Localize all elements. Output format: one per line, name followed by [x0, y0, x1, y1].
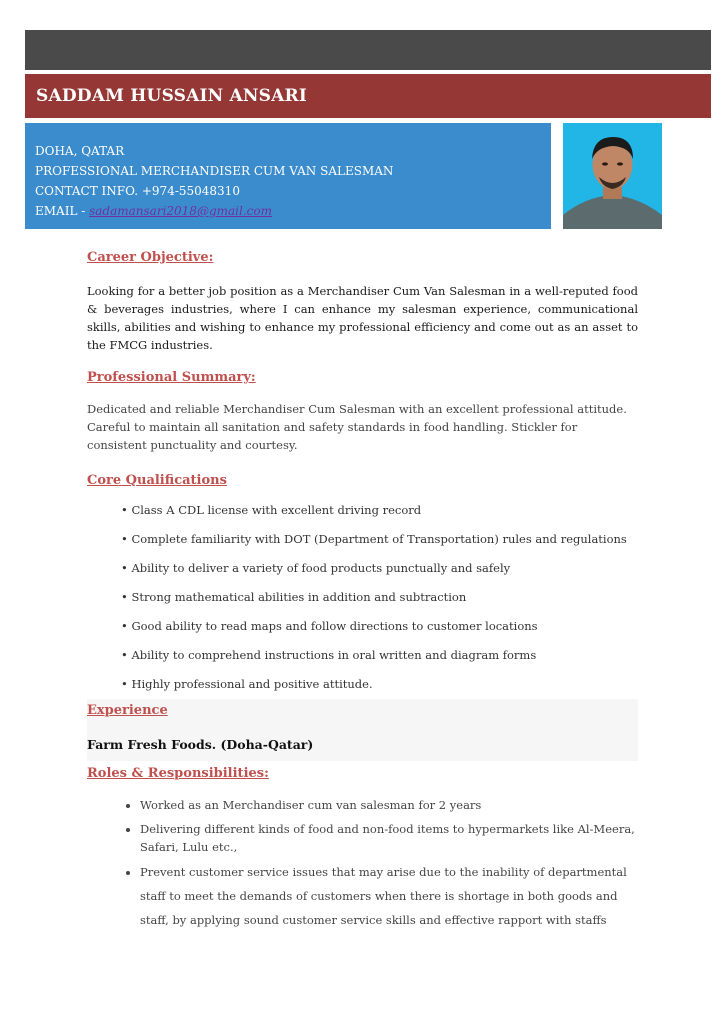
header-top-bar	[25, 30, 711, 70]
contact-info-box	[25, 123, 551, 229]
list-item: • Strong mathematical abilities in addition and subtraction	[121, 590, 467, 604]
job-title: PROFESSIONAL MERCHANDISER CUM VAN SALESMAN	[35, 164, 394, 178]
list-item: • Class A CDL license with excellent driving record	[121, 503, 422, 517]
resume-body	[87, 248, 638, 932]
career-objective-text: Looking for a better job position as a Merchandiser Cum Van Salesman in a well-reputed food & beverages industries, where I can enhance my salesman experience, communicational skills, abilities and wishing to enhance my professional efficiency and come out as an asset to the FMCG industries.	[87, 284, 638, 352]
email-row	[35, 201, 551, 221]
email-label: EMAIL -	[35, 204, 90, 218]
core-qualifications-list	[87, 496, 638, 699]
list-item: • Prevent customer service issues that may arise due to the inability of departmental staff to meet the demands of customers when there is shortage in both goods and staff, by applying sound customer service skills and effective rapport with staffs	[140, 860, 638, 932]
career-objective-heading: Career Objective:	[87, 250, 214, 265]
core-qualifications-heading: Core Qualifications	[87, 473, 227, 488]
list-item: • Good ability to read maps and follow directions to customer locations	[121, 619, 538, 633]
professional-summary-heading: Professional Summary:	[87, 370, 256, 385]
list-item: • Delivering different kinds of food and non-food items to hypermarkets like Al-Meera, Safari, Lulu etc.,	[140, 820, 638, 856]
list-item: • Complete familiarity with DOT (Department of Transportation) rules and regulations	[121, 532, 627, 546]
list-item: • Ability to deliver a variety of food products punctually and safely	[121, 561, 511, 575]
list-item: • Highly professional and positive attitude.	[121, 677, 373, 691]
location: DOHA, QATAR	[35, 144, 125, 158]
list-item: • Ability to comprehend instructions in oral written and diagram forms	[121, 648, 537, 662]
candidate-name: SADDAM HUSSAIN ANSARI	[25, 74, 711, 118]
experience-section	[87, 699, 638, 761]
roles-heading: Roles & Responsibilities:	[87, 766, 269, 781]
phone: CONTACT INFO. +974-55048310	[35, 184, 240, 198]
roles-list	[87, 796, 638, 932]
list-item: • Worked as an Merchandiser cum van salesman for 2 years	[140, 796, 638, 814]
company-name: Farm Fresh Foods. (Doha-Qatar)	[87, 737, 314, 752]
professional-summary-text: Dedicated and reliable Merchandiser Cum Salesman with an excellent professional attitude. Careful to maintain all sanitation and safety standards in food handling. Stickler for consistent punctuality and courtesy.	[87, 402, 627, 452]
profile-photo	[563, 123, 662, 229]
experience-heading: Experience	[87, 703, 168, 718]
email-link[interactable]: sadamansari2018@gmail.com	[89, 204, 272, 218]
